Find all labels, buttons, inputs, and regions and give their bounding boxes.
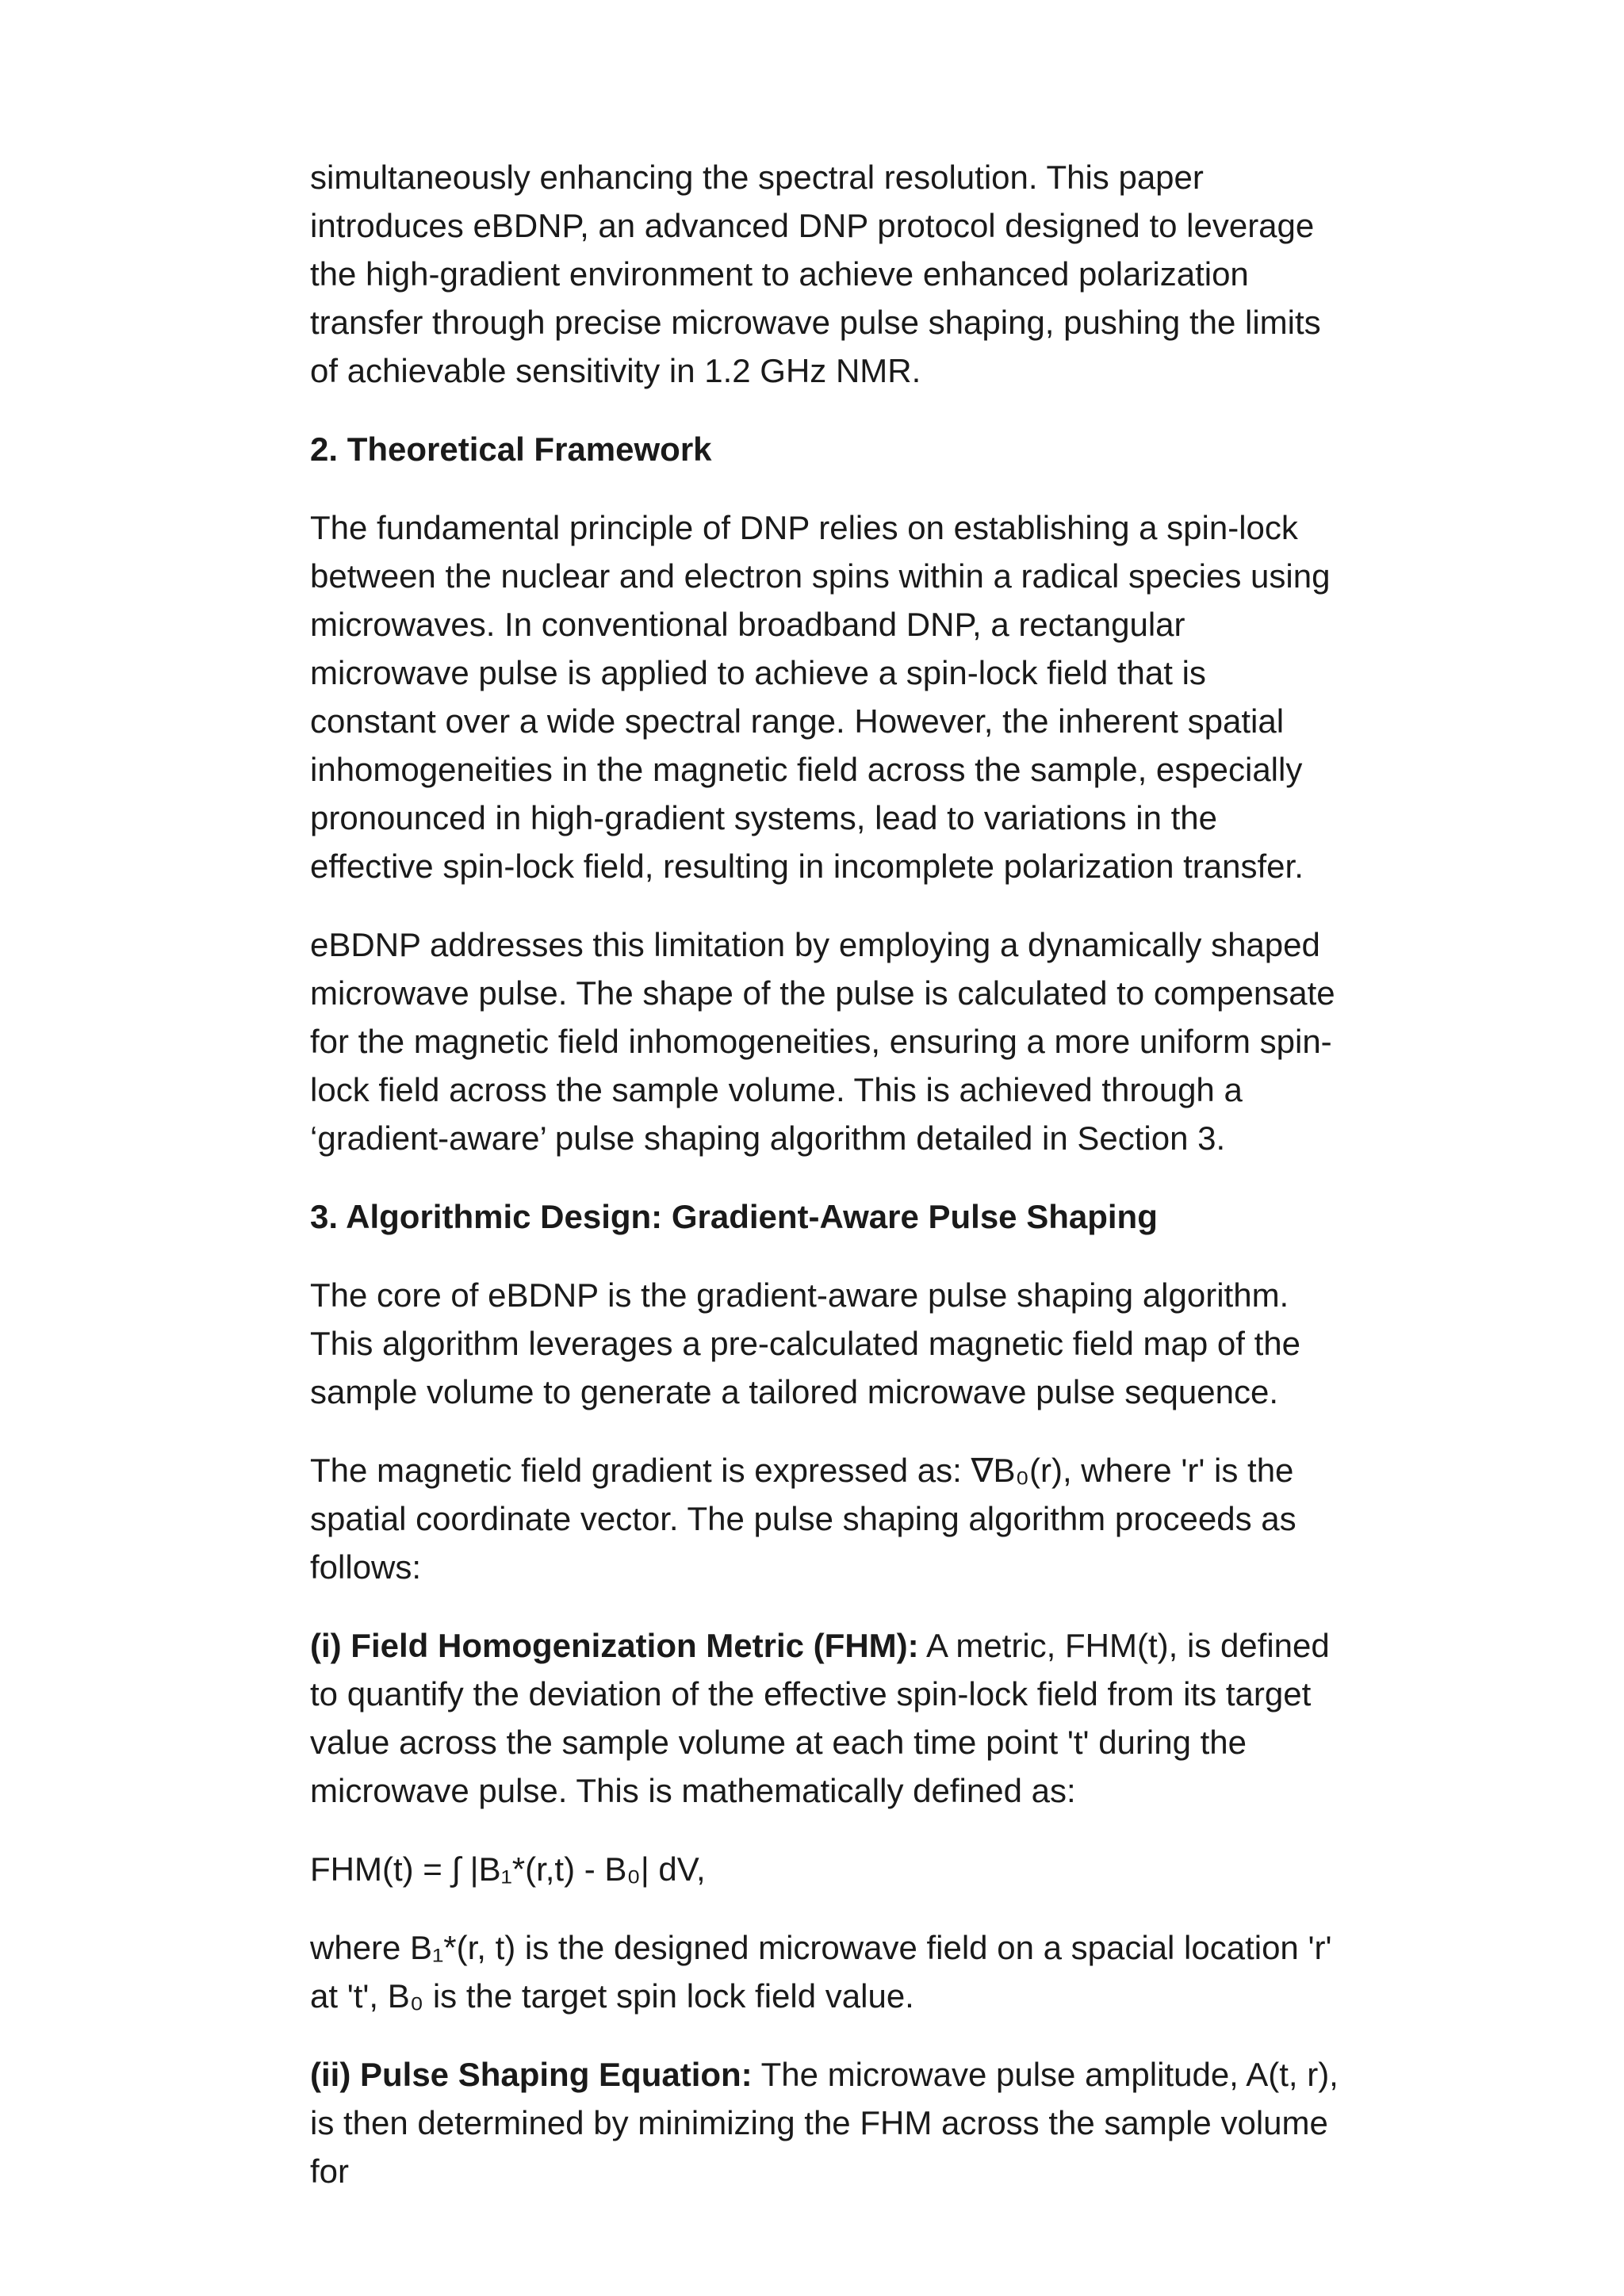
fhm-paragraph bbox=[310, 1621, 1341, 1815]
paper-page bbox=[310, 153, 1341, 2225]
algorithm-paragraph-1: The core of eBDNP is the gradient-aware pulse shaping algorithm. This algorithm leverages a pre-calculated magnetic field map of the sample volume to generate a tailored microwave pulse sequence. bbox=[310, 1276, 1300, 1410]
fhm-description: A metric, FHM(t), is defined to quantify the deviation of the effective spin-lock field from its target value across the sample volume at each time point 't' during the microwave pulse. This is mathematically defined as: bbox=[310, 1627, 1330, 1809]
section-3-heading: 3. Algorithmic Design: Gradient-Aware Pulse Shaping bbox=[310, 1198, 1158, 1235]
fhm-formula: FHM(t) = ∫ |B₁*(r,t) - B₀| dV, bbox=[310, 1850, 706, 1888]
theory-paragraph-1: The fundamental principle of DNP relies on establishing a spin-lock between the nuclear and electron spins within a radical species using microwaves. In conventional broadband DNP, a rectangular microwave pulse is applied to achieve a spin-lock field that is constant over a wide spectral range. However, the inherent spatial inhomogeneities in the magnetic field across the sample, especially pronounced in high-gradient systems, lead to variations in the effective spin-lock field, resulting in incomplete polarization transfer. bbox=[310, 509, 1331, 885]
theory-paragraph-2: eBDNP addresses this limitation by employing a dynamically shaped microwave pulse. The shape of the pulse is calculated to compensate for the magnetic field inhomogeneities, ensuring a more uniform spin-lock field across the sample volume. This is achieved through a ‘gradient-aware’ pulse shaping algorithm detailed in Section 3. bbox=[310, 926, 1335, 1157]
algorithm-paragraph-2: The magnetic field gradient is expressed as: ∇B₀(r), where 'r' is the spatial coordinate vector. The pulse shaping algorithm proceeds as follows: bbox=[310, 1452, 1297, 1586]
pulse-shaping-description: The microwave pulse amplitude, A(t, r), is then determined by minimizing the FHM across the sample volume for bbox=[310, 2056, 1339, 2190]
fhm-term-label: (i) Field Homogenization Metric (FHM): bbox=[310, 1627, 919, 1664]
section-2-heading: 2. Theoretical Framework bbox=[310, 430, 712, 468]
fhm-where-paragraph: where B₁*(r, t) is the designed microwave field on a spacial location 'r' at 't', B₀ is the target spin lock field value. bbox=[310, 1929, 1332, 2015]
intro-paragraph-end: simultaneously enhancing the spectral resolution. This paper introduces eBDNP, an advanced DNP protocol designed to leverage the high-gradient environment to achieve enhanced polarization transfer through precise microwave pulse shaping, pushing the limits of achievable sensitivity in 1.2 GHz NMR. bbox=[310, 159, 1321, 389]
pulse-shaping-paragraph bbox=[310, 2050, 1341, 2195]
pulse-shaping-term-label: (ii) Pulse Shaping Equation: bbox=[310, 2056, 753, 2093]
